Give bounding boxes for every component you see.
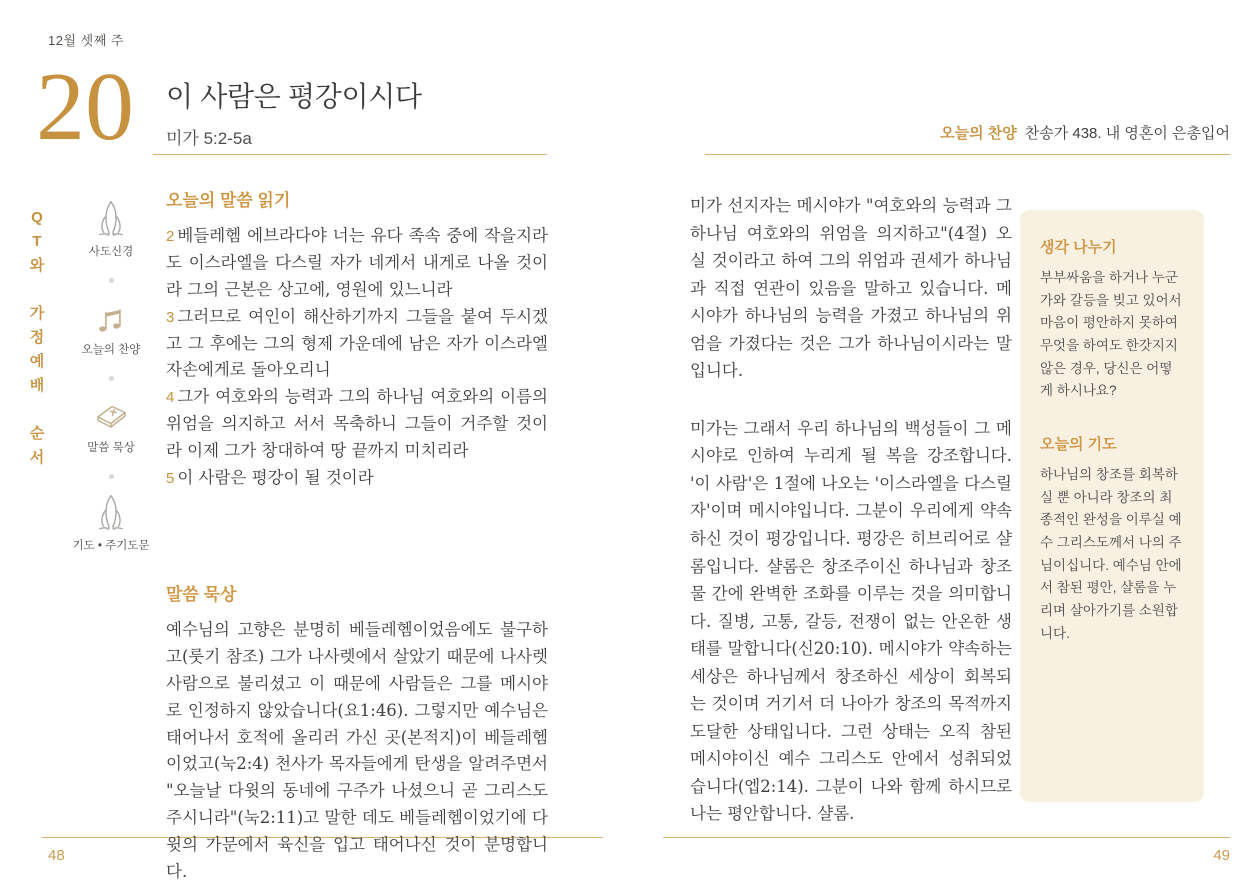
verse-text: 베들레헴 에브라다야 너는 유다 족속 중에 작을지라도 이스라엘을 다스릴 자가 네게서 내게로 나올 것이라 그의 근본은 상고에, 영원에 있느니라: [166, 226, 548, 299]
rail-item-label: 말씀 묵상: [87, 442, 135, 454]
qt-order-vertical-label: Q T 와 가 정 예 배 순 서: [29, 209, 45, 466]
commentary-column: [690, 192, 1012, 858]
verse-number: 3: [166, 308, 175, 326]
rail-item-label: 사도신경: [88, 246, 134, 258]
praying-hands-icon: [93, 200, 129, 238]
verse: [166, 223, 548, 304]
verse: [166, 465, 548, 492]
commentary-paragraph: 미가 선지자는 메시야가 "여호와의 능력과 그 하나님 여호와의 위엄을 의지하고"(4절) 오실 것이라고 하여 그의 위엄과 권세가 하나님과 직접 연관이 있음을 말하고 있습니다. 메시야가 하나님의 능력을 가졌고 하나님의 위엄을 가졌다는 것은 그가 하나님이시라는 말입니다.: [690, 196, 1012, 381]
verse-text: 그러므로 여인이 해산하기까지 그들을 붙여 두시겠고 그 후에는 그의 형제 가운데에 남은 자가 이스라엘 자손에게로 돌아오리니: [166, 306, 548, 380]
praise-label: 오늘의 찬양: [940, 125, 1017, 142]
rail-item-word-meditation: [87, 396, 135, 455]
left-page-header: [166, 80, 548, 149]
todays-prayer-body: 하나님의 창조를 회복하실 뿐 아니라 창조의 최종적인 완성을 이루실 예수 그리스도께서 나의 주님이십니다. 예수님 안에서 참된 평안, 샬롬을 누리며 살아가기를 소원합니다.: [1040, 467, 1182, 641]
verse-text: 이 사람은 평강이 될 것이라: [177, 468, 374, 488]
page-title: 이 사람은 평강이시다: [166, 81, 422, 112]
divider-top-right: [705, 154, 1230, 155]
page-number-right: 49: [1213, 847, 1230, 864]
passage-reference: 미가 5:2-5a: [166, 129, 252, 148]
verse-number: 4: [166, 389, 175, 407]
praying-hands-icon: [93, 494, 129, 532]
verse: [166, 384, 548, 465]
share-thoughts-heading: 생각 나누기: [1040, 239, 1117, 256]
bible-icon: [92, 396, 130, 434]
verse-number: 5: [166, 470, 175, 488]
rail-separator-dot: [109, 376, 114, 381]
day-number: 20: [36, 53, 134, 161]
divider-top-left: [153, 154, 547, 155]
share-thoughts-body: 부부싸움을 하거나 누군가와 갈등을 빚고 있어서 마음이 평안하지 못하여 무엇을 하여도 한갓지지 않은 경우, 당신은 어떻게 하시나요?: [1040, 270, 1182, 399]
rail-item-label: 기도 • 주기도문: [72, 540, 150, 552]
verse-number: 2: [166, 228, 175, 245]
rail-separator-dot: [109, 278, 114, 283]
meditation-section: [166, 580, 548, 886]
rail-item-prayer: [72, 494, 149, 553]
worship-order-rail: [66, 200, 156, 553]
commentary-paragraph: 미가는 그래서 우리 하나님의 백성들이 그 메시야로 인하여 누리게 될 복을 강조합니다. '이 사람'은 1절에 나오는 '이스라엘을 다스릴 자'이며 메시야입니다. 그분이 우리에게 약속하신 것이 평강입니다. 평강은 히브리어로 샬롬입니다. 샬롬은 창조주이신 하나님과 창조물 간에 완벽한 조화를 이루는 것을 의미합니다. 질병, 고통, 갈등, 전쟁이 없는 안온한 생태를 말합니다(신20:10). 메시야가 약속하는 세상은 하나님께서 창조하신 세상이 회복되는 것이며 거기서 더 나아가 창조의 목적까지 도달한 상태입니다. 그런 상태는 오직 참된 메시야이신 예수 그리스도 안에서 성취되었습니다(엡2:14). 그분이 나와 함께 하시므로 나는 평안합니다. 샬롬.: [690, 418, 1012, 824]
rail-item-apostles-creed: [89, 200, 133, 259]
reflection-box: [1020, 210, 1204, 802]
praise-hymn-title: 찬송가 438. 내 영혼이 은총입어: [1024, 125, 1230, 142]
page-number-left: 48: [48, 847, 65, 864]
verse-text: 그가 여호와의 능력과 그의 하나님 여호와의 이름의 위엄을 의지하고 서서 목축하니 그들이 거주할 것이라 이제 그가 창대하여 땅 끝까지 미치리라: [166, 387, 548, 461]
rail-item-label: 오늘의 찬양: [81, 344, 141, 356]
scripture-reading-section: [166, 186, 548, 492]
week-label: 12월 셋째 주: [48, 33, 124, 48]
rail-separator-dot: [109, 474, 114, 479]
music-notes-icon: [95, 298, 127, 336]
scripture-heading: 오늘의 말씀 읽기: [166, 191, 291, 210]
meditation-body: 예수님의 고향은 분명히 베들레헴이었음에도 불구하고(룻기 참조) 그가 나사렛에서 살았기 때문에 나사렛 사람으로 불리셨고 이 때문에 사람들은 그를 메시야로 인정하지 않았습니다(요1:46). 그렇지만 예수님은 태어나서 호적에 올리러 가신 곳(본적지)이 베들레헴이었고(눅2:4) 천사가 목자들에게 탄생을 알려주면서 "오늘날 다윗의 동네에 구주가 나셨으니 곧 그리스도 주시니라"(눅2:11)고 말한 데도 베들레헴이었기에 다윗의 가문에서 육신을 입고 태어나신 것이 분명합니다.: [166, 620, 548, 882]
rail-item-todays-praise: [82, 298, 141, 357]
todays-praise-line: [705, 122, 1230, 143]
meditation-heading: 말씀 묵상: [166, 585, 237, 604]
todays-prayer-heading: 오늘의 기도: [1040, 436, 1117, 454]
verse: [166, 304, 548, 385]
